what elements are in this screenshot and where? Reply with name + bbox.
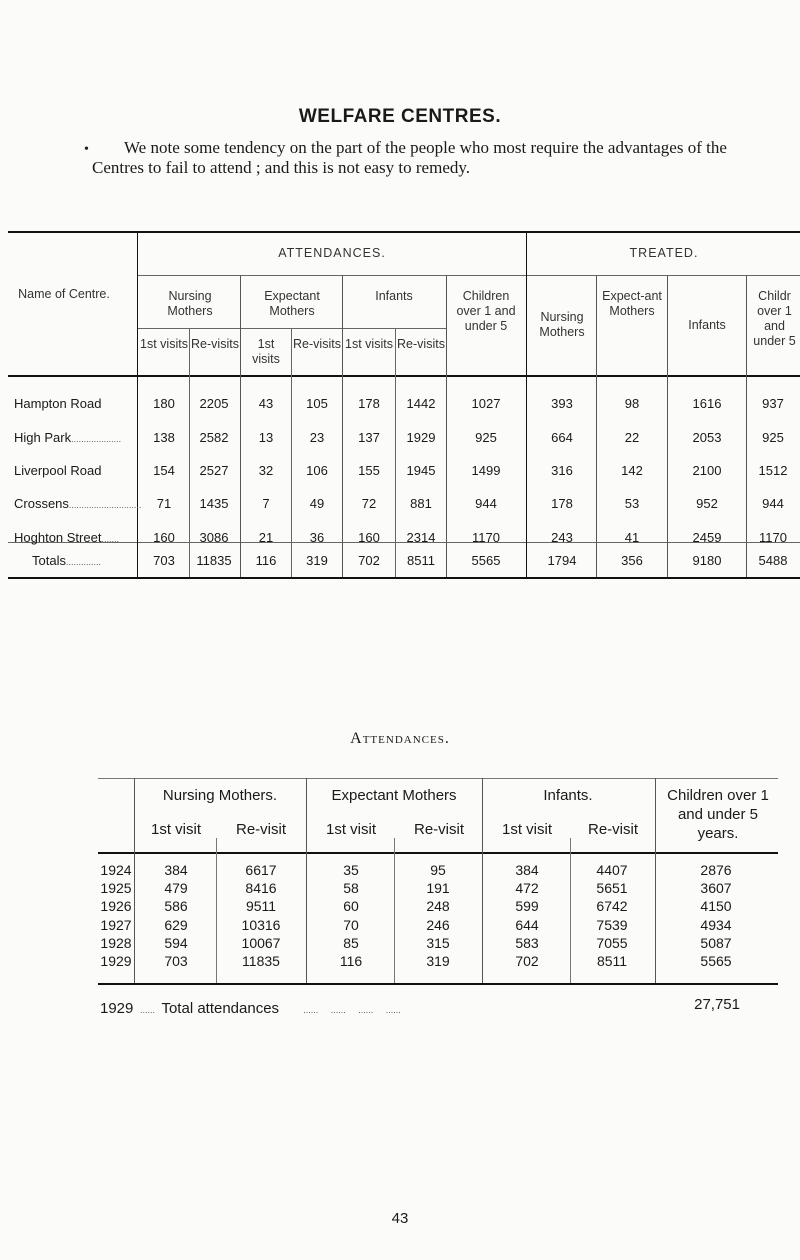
table-cell: 10316 [241,917,281,933]
table-cell: 6617 [245,862,277,878]
table-cell: 1929 [406,430,436,445]
table-cell: 178 [551,496,573,511]
table-cell: 2582 [199,430,229,445]
table-cell: 72 [361,496,377,511]
table-cell: 246 [426,917,450,933]
table-cell: 22 [624,430,640,445]
table-cell: 9511 [245,898,277,914]
totals-cell: 319 [306,553,328,568]
table-cell: 43 [258,396,274,411]
table-cell: 702 [515,953,539,969]
table-cell: 3607 [700,880,732,896]
totals-cell: 702 [358,553,380,568]
table-cell: 35 [343,862,359,878]
totals-cell: 116 [255,553,277,568]
bullet-mark: • [84,142,89,157]
table-cell: 1442 [406,396,436,411]
table-cell: 664 [551,430,573,445]
treated-header-expectant: Expect-ant Mothers [602,289,662,318]
table-cell: 5087 [700,935,732,951]
table-cell: 944 [475,496,497,511]
table-cell: 472 [515,880,539,896]
year-label: 1926 [100,898,132,914]
t2-header-children: Children over 1 and under 5 years. [667,787,769,842]
table-cell: 1170 [759,530,787,545]
table-cell: 160 [358,530,380,545]
intro-paragraph: We note some tendency on the part of the people who most require the advantages of the Centres to fail to attend ; and this is not easy to remedy. [92,138,727,177]
totals-cell: 5488 [758,553,788,568]
table-cell: 4934 [700,917,732,933]
total-year: 1929 [100,1000,134,1017]
totals-cell: 356 [621,553,643,568]
table-cell: 60 [343,898,359,914]
table-cell: 71 [156,496,172,511]
centre-name [14,530,119,545]
totals-cell: 9180 [692,553,722,568]
treated-header-children: Childr over 1 and under 5 [753,289,796,348]
table-cell: 594 [164,935,188,951]
t2-sub-header: 1st visit [325,821,376,838]
table-cell: 316 [551,463,573,478]
centre-name-text: Hampton Road [14,396,102,411]
table-cell: 384 [515,862,539,878]
totals-cell: 703 [153,553,175,568]
table-cell: 13 [258,430,274,445]
table-cell: 105 [306,396,328,411]
leader-dots: ....... [101,534,119,544]
centre-name-text: High Park [14,430,72,445]
sub-header: Re-visits [397,337,445,351]
table-cell: 36 [309,530,325,545]
table-cell: 106 [306,463,328,478]
t2-header-infants: Infants. [543,787,593,804]
sub-header: Re-visits [191,337,239,351]
year-label: 1929 [100,953,132,969]
table-cell: 4150 [700,898,732,914]
table-cell: 629 [164,917,188,933]
header-expectant-mothers: Expectant Mothers [264,289,320,318]
table-cell: 49 [309,496,325,511]
total-value: 27,751 [694,996,740,1013]
leader-dots: ...... [137,1005,158,1015]
t2-sub-header: 1st visit [501,821,552,838]
table-cell: 137 [358,430,380,445]
table-cell: 1616 [692,396,722,411]
sub-header: 1st visits [252,337,280,366]
table-cell: 98 [624,396,640,411]
table-cell: 95 [430,862,446,878]
table-cell: 6742 [596,898,628,914]
leader-dots: ............................. [68,500,142,510]
table-cell: 479 [164,880,188,896]
table-cell: 944 [762,496,784,511]
totals-cell: 8511 [407,553,435,568]
table-cell: 2053 [692,430,722,445]
totals-cell: 5565 [471,553,501,568]
table-cell: 4407 [596,862,628,878]
sub-header: 1st visits [345,337,393,351]
table-cell: 1170 [472,530,500,545]
page-heading: WELFARE CENTRES. [298,106,502,127]
table-cell: 1945 [406,463,436,478]
centre-name-text: Totals [32,553,66,568]
col-header-name: Name of Centre. [18,287,110,301]
year-label: 1928 [100,935,132,951]
group-header-treated: TREATED. [629,246,699,260]
attendances-title: Attendances. [350,730,450,747]
year-label: 1927 [100,917,132,933]
sub-header: Re-visits [293,337,341,351]
table-cell: 7055 [596,935,628,951]
table-cell: 2459 [692,530,722,545]
header-nursing-mothers: Nursing Mothers [167,289,213,318]
table-cell: 1435 [199,496,229,511]
t2-header-nursing: Nursing Mothers. [162,787,278,804]
centre-name [14,496,141,511]
total-attendances-line [100,996,740,1017]
table-cell: 7539 [596,917,628,933]
year-label: 1925 [100,880,132,896]
table-cell: 952 [696,496,718,511]
group-header-attendances: ATTENDANCES. [278,246,386,260]
totals-label [32,553,101,568]
table-cell: 925 [475,430,497,445]
table-cell: 8511 [596,953,628,969]
table-cell: 586 [164,898,188,914]
table-cell: 70 [343,917,359,933]
t2-sub-header: Re-visit [413,821,464,838]
table-cell: 2205 [199,396,229,411]
table-cell: 315 [426,935,450,951]
table-cell: 155 [358,463,380,478]
table-cell: 160 [153,530,175,545]
table-cell: 3086 [199,530,229,545]
centre-name-text: Hoghton Street [14,530,102,545]
table-cell: 180 [153,396,175,411]
table-cell: 191 [426,880,450,896]
table-cell: 599 [515,898,539,914]
table-cell: 319 [426,953,450,969]
totals-cell: 1794 [547,553,577,568]
total-label: Total attendances [161,1000,280,1017]
header-infants: Infants [375,289,413,303]
table-cell: 393 [551,396,573,411]
table-cell: 1499 [471,463,501,478]
table-cell: 154 [153,463,175,478]
table-cell: 243 [551,530,573,545]
t2-header-expectant: Expectant Mothers [331,787,457,804]
table-cell: 248 [426,898,450,914]
table-cell: 5651 [596,880,628,896]
table-cell: 937 [762,396,784,411]
table-cell: 10067 [241,935,281,951]
table-cell: 881 [410,496,432,511]
page-number: 43 [391,1210,409,1227]
table-cell: 11835 [242,953,280,969]
table-cell: 178 [358,396,380,411]
table-cell: 2876 [700,862,732,878]
table-cell: 41 [624,530,640,545]
table-cell: 2100 [692,463,722,478]
table-cell: 8416 [245,880,277,896]
table-cell: 53 [624,496,640,511]
table-cell: 1512 [758,463,788,478]
leader-dots: ...... ...... ...... ...... [283,1005,401,1015]
table-cell: 116 [339,953,363,969]
table-cell: 583 [515,935,539,951]
leader-dots: .............. [65,557,101,567]
table-cell: 85 [343,935,359,951]
table-cell: 32 [258,463,274,478]
treated-header-nursing: Nursing Mothers [539,310,585,339]
table-cell: 703 [164,953,188,969]
t2-sub-header: Re-visit [587,821,638,838]
sub-header: 1st visits [140,337,188,351]
table-cell: 21 [258,530,274,545]
treated-header-infants: Infants [688,318,726,332]
centre-name [14,463,101,478]
centre-name-text: Liverpool Road [14,463,102,478]
year-label: 1924 [100,862,132,878]
leader-dots: .................... [71,434,122,444]
t2-sub-header: 1st visit [150,821,201,838]
centre-name-text: Crossens [14,496,69,511]
table-cell: 7 [262,496,270,511]
centre-name [14,430,121,445]
table-cell: 2314 [406,530,436,545]
table-cell: 23 [309,430,325,445]
table-cell: 2527 [199,463,229,478]
table-cell: 58 [343,880,359,896]
header-children: Children over 1 and under 5 [456,289,516,333]
table-cell: 1027 [471,396,501,411]
table-cell: 384 [164,862,188,878]
table-cell: 644 [515,917,539,933]
centre-name [14,396,101,411]
t2-sub-header: Re-visit [235,821,286,838]
table-cell: 142 [621,463,643,478]
table-cell: 138 [153,430,175,445]
table-cell: 5565 [700,953,732,969]
totals-cell: 11835 [196,553,232,568]
table-cell: 925 [762,430,784,445]
